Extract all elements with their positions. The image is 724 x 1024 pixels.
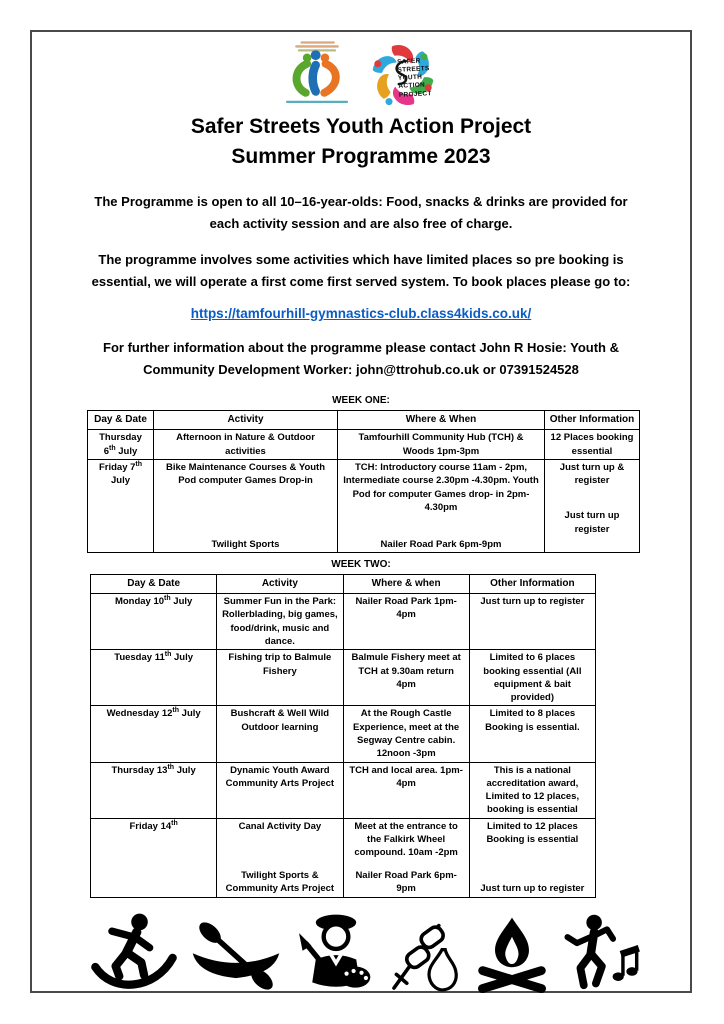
activity-header: Activity	[217, 575, 343, 594]
table-row	[91, 706, 596, 762]
where-when-cell: Balmule Fishery meet at TCH at 9.30am return 4pm	[343, 650, 469, 706]
where-when-cell: Nailer Road Park 1pm-4pm	[343, 594, 469, 650]
where-when-cell: TCH: Introductory course 11am - 2pm, Intermediate course 2.30pm -4.30pm. Youth Pod for computer Games drop- in 2pm-4.30pm Nailer Road Park 6pm-9pm	[338, 460, 545, 553]
day-date-cell: Friday 14th	[91, 818, 217, 897]
day-date-cell: Thursday 6th July	[88, 430, 154, 460]
activity-cell: Fishing trip to Balmule Fishery	[217, 650, 343, 706]
where-when-cell: Meet at the entrance to the Falkirk Wheel compound. 10am -2pm Nailer Road Park 6pm-9pm	[343, 818, 469, 897]
other-info-cell: 12 Places booking essential	[545, 430, 640, 460]
project-logo-text: SAFER STREETS YOUTH ACTION PROJECT	[397, 57, 432, 99]
day-date-cell: Monday 10th July	[91, 594, 217, 650]
dancer-music-icon	[558, 910, 644, 1002]
intro-paragraph-2: The programme involves some activities which have limited places so pre booking is essential, we will operate a first come first served system. To book places please go to:	[91, 252, 631, 290]
intro-paragraph-1: The Programme is open to all 10–16-year-olds: Food, snacks & drinks are provided for each activity session and are also free of charge.	[94, 193, 628, 231]
week-one-table	[87, 410, 640, 553]
where-when-header: Where & When	[338, 411, 545, 430]
page-title-line2: Summer Programme 2023	[231, 145, 491, 169]
where-when-cell: At the Rough Castle Experience, meet at the Segway Centre cabin. 12noon -3pm	[343, 706, 469, 762]
day-date-header: Day & Date	[91, 575, 217, 594]
booking-link-line	[32, 305, 690, 323]
day-date-cell: Friday 7th July	[88, 460, 154, 553]
week-two-header-row	[91, 575, 596, 594]
campfire-icon	[472, 910, 552, 1002]
where-when-header: Where & when	[343, 575, 469, 594]
organisation-logo	[278, 40, 356, 106]
artist-painter-icon	[292, 910, 380, 1002]
booking-link[interactable]: https://tamfourhill-gymnastics-club.class4kids.co.uk/	[190, 306, 532, 322]
week-two-label: WEEK TWO:	[331, 559, 391, 571]
activity-icons-row	[88, 910, 644, 1002]
logo-row	[32, 40, 690, 106]
activity-cell: Dynamic Youth Award Community Arts Project	[217, 762, 343, 818]
page-title	[32, 112, 690, 173]
skateboarder-icon	[88, 910, 180, 1002]
activity-cell: Bike Maintenance Courses & Youth Pod computer Games Drop-in Twilight Sports	[154, 460, 338, 553]
other-info-cell: Limited to 6 places booking essential (All equipment & bait provided)	[469, 650, 595, 706]
page-title-line1: Safer Streets Youth Action Project	[190, 115, 532, 138]
activity-cell: Summer Fun in the Park: Rollerblading, big games, food/drink, music and dance.	[217, 594, 343, 650]
table-row	[91, 762, 596, 818]
project-logo	[362, 40, 444, 110]
activity-cell: Canal Activity Day Twilight Sports & Community Arts Project	[217, 818, 343, 897]
week-one-label: WEEK ONE:	[332, 395, 390, 407]
activity-cell: Afternoon in Nature & Outdoor activities	[154, 430, 338, 460]
table-row	[91, 594, 596, 650]
day-date-cell: Thursday 13th July	[91, 762, 217, 818]
day-date-cell: Tuesday 11th July	[91, 650, 217, 706]
activity-cell: Bushcraft & Well Wild Outdoor learning	[217, 706, 343, 762]
contact-paragraph: For further information about the programme please contact John R Hosie: Youth & Community Development Worker: john@ttrohub.co.uk or 07391524528	[103, 340, 619, 378]
other-info-cell: Limited to 12 places Booking is essential Just turn up to register	[469, 818, 595, 897]
other-info-header: Other Information	[545, 411, 640, 430]
other-info-header: Other Information	[469, 575, 595, 594]
page-border-frame	[30, 30, 692, 993]
table-row	[88, 460, 640, 553]
organisation-logo-icon	[278, 40, 356, 106]
activity-header: Activity	[154, 411, 338, 430]
other-info-cell: Just turn up to register	[469, 594, 595, 650]
week-one-header-row	[88, 411, 640, 430]
day-date-cell: Wednesday 12th July	[91, 706, 217, 762]
canoe-paddle-icon	[186, 910, 286, 1002]
where-when-cell: TCH and local area. 1pm-4pm	[343, 762, 469, 818]
table-row	[88, 430, 640, 460]
table-row	[91, 650, 596, 706]
other-info-cell: Limited to 8 places Booking is essential.	[469, 706, 595, 762]
day-date-header: Day & Date	[88, 411, 154, 430]
other-info-cell: Just turn up & register Just turn up register	[545, 460, 640, 553]
week-two-table	[90, 574, 596, 898]
table-row	[91, 818, 596, 897]
marshmallow-roast-icon	[386, 910, 466, 1002]
other-info-cell: This is a national accreditation award, Limited to 12 places, booking is essential	[469, 762, 595, 818]
where-when-cell: Tamfourhill Community Hub (TCH) & Woods 1pm-3pm	[338, 430, 545, 460]
